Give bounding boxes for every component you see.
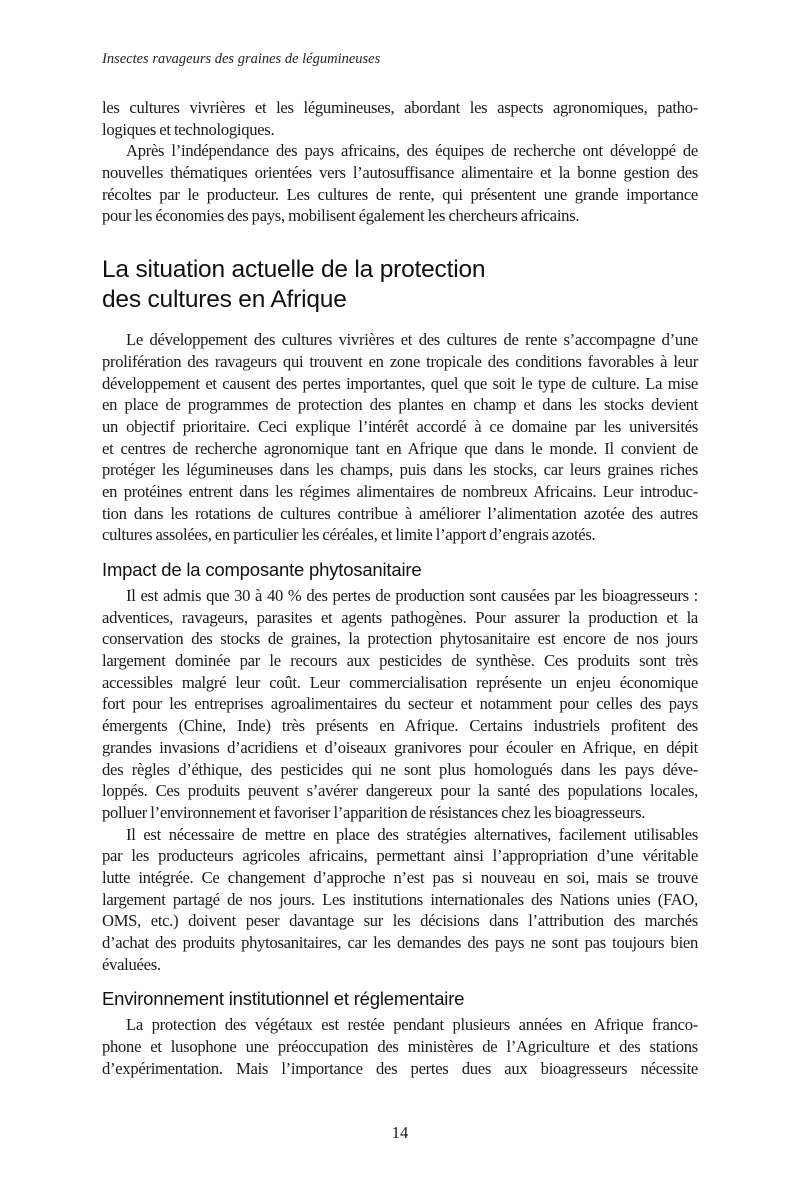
text-line: et centres de recherche agronomique tant en Afrique que dans le monde. Il convient de bbox=[102, 438, 698, 458]
text-line: Il est nécessaire de mettre en place des stratégies alternatives, facilement utilisables bbox=[126, 824, 698, 844]
text-line: logiques et technologiques. bbox=[102, 119, 275, 139]
text-line: par les producteurs agricoles africains, permettant ainsi l’appropriation d’une véritable bbox=[102, 846, 698, 866]
text-line: d’achat des produits phytosanitaires, car les demandes des pays ne sont pas toujours bien bbox=[102, 933, 698, 952]
page-body bbox=[102, 97, 698, 1079]
text-line: largement partagé de nos jours. Les institutions internationales des Nations unies (FAO, bbox=[102, 889, 698, 909]
text-line: protéger les légumineuses dans les champs, puis dans les stocks, car leurs graines riches bbox=[102, 460, 698, 480]
text-line: pour les économies des pays, mobilisent également les chercheurs africains. bbox=[102, 206, 580, 226]
text-line: développement et causent des pertes importantes, quel que soit le type de culture. La mise bbox=[102, 373, 698, 393]
text-line: lutte intégrée. Ce changement d’approche n’est pas si nouveau en soi, mais se trouve bbox=[102, 867, 698, 887]
text-line: nouvelles thématiques orientées vers l’autosuffisance alimentaire et la bonne gestion des bbox=[102, 163, 698, 183]
section-p2 bbox=[102, 140, 698, 227]
text-line: adventices, ravageurs, parasites et agents pathogènes. Pour assurer la production et la bbox=[102, 607, 698, 627]
section-p5 bbox=[102, 824, 698, 976]
text-line: évaluées. bbox=[102, 954, 161, 974]
text-line: conservation des stocks de graines, la protection phytosanitaire est encore de nos jours bbox=[102, 629, 698, 649]
text-line: cultures assolées, en particulier les céréales, et limite l’apport d’engrais azotés. bbox=[102, 525, 596, 545]
heading-line: des cultures en Afrique bbox=[102, 286, 347, 314]
text-line: d’expérimentation. Mais l’importance des pertes dues aux bioagresseurs nécessite bbox=[102, 1058, 698, 1078]
text-line: OMS, etc.) doivent peser davantage sur les décisions dans l’attribution des marchés bbox=[102, 911, 698, 931]
text-line: fort pour les entreprises agroalimentaires du secteur et notamment pour celles des pays bbox=[102, 694, 698, 714]
section-p1 bbox=[102, 97, 698, 140]
heading-line: Impact de la composante phytosanitaire bbox=[102, 559, 422, 580]
text-line: récoltes par le producteur. Les cultures de rente, qui présentent une grande importance bbox=[102, 184, 698, 204]
text-line: grandes invasions d’acridiens et d’oiseaux granivores pour écouler en Afrique, en dépit bbox=[102, 737, 698, 757]
text-line: Le développement des cultures vivrières et des cultures de rente s’accompagne d’une bbox=[126, 330, 698, 350]
section-p6 bbox=[102, 1014, 698, 1079]
section-heading-protection bbox=[102, 255, 698, 315]
text-line: tion dans les rotations de cultures contribue à améliorer l’alimentation azotée des autres bbox=[102, 503, 698, 523]
heading-line: Environnement institutionnel et réglementaire bbox=[102, 988, 465, 1010]
text-line: phone et lusophone une préoccupation des ministères de l’Agriculture et des stations bbox=[102, 1037, 698, 1057]
text-line: prolifération des ravageurs qui trouvent en zone tropicale des conditions favorables à leur bbox=[102, 351, 698, 371]
text-line: loppés. Ces produits peuvent s’avérer dangereux pour la santé des populations locales, bbox=[102, 781, 698, 801]
section-p3 bbox=[102, 329, 698, 546]
text-line: polluer l’environnement et favoriser l’apparition de résistances chez les bioagresseurs. bbox=[102, 802, 646, 822]
text-line: largement dominée par le recours aux pesticides de synthèse. Ces produits sont très bbox=[102, 651, 698, 671]
text-line: accessibles malgré leur coût. Leur commercialisation représente un enjeu économique bbox=[102, 672, 698, 692]
text-line: La protection des végétaux est restée pendant plusieurs années en Afrique franco- bbox=[126, 1015, 698, 1035]
text-line: en protéines entrent dans les régimes alimentaires de nombreux Africains. Leur introduc- bbox=[102, 481, 698, 501]
text-line: Il est admis que 30 à 40 % des pertes de production sont causées par les bioagresseurs : bbox=[126, 586, 698, 605]
page-number: 14 bbox=[391, 1123, 409, 1142]
text-line: des règles d’éthique, des pesticides qui ne sont plus homologués dans les pays déve- bbox=[102, 759, 698, 779]
text-line: les cultures vivrières et les légumineuses, abordant les aspects agronomiques, patho- bbox=[102, 98, 698, 117]
running-head: Insectes ravageurs des graines de légumineuses bbox=[102, 51, 381, 67]
section-heading-environnement bbox=[102, 987, 698, 1011]
text-line: émergents (Chine, Inde) très présents en Afrique. Certains industriels profitent des bbox=[102, 716, 698, 736]
text-line: un objectif prioritaire. Ceci explique l’intérêt accordé à ce domaine par les universités bbox=[102, 416, 698, 436]
text-line: en place de programmes de protection des plantes en champ et dans les stocks devient bbox=[102, 395, 698, 415]
section-heading-impact bbox=[102, 558, 698, 582]
section-p4 bbox=[102, 585, 698, 824]
text-line: Après l’indépendance des pays africains, des équipes de recherche ont développé de bbox=[126, 141, 698, 161]
heading-line: La situation actuelle de la protection bbox=[102, 256, 486, 284]
